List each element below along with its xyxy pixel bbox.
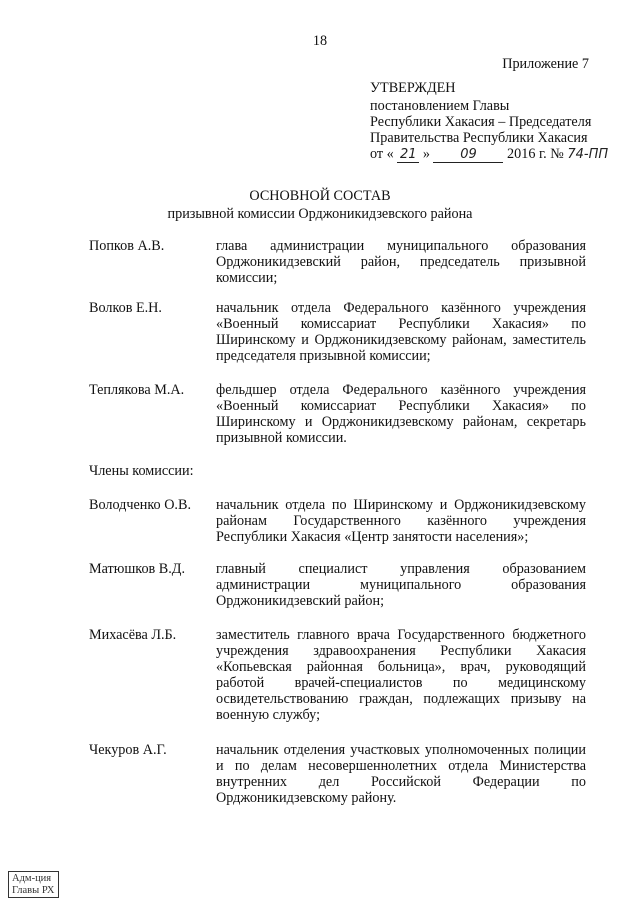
- date-prefix: от «: [370, 146, 394, 162]
- member-role: главный специалист управления образованием администрации муниципального образования Орджоникидзевский район;: [216, 561, 586, 609]
- member-role: начальник отделения участковых уполномоченных полиции и по делам несовершеннолетних отдела Министерства внутренних дел Российской Федерации по Орджоникидзевскому району.: [216, 742, 586, 806]
- members-label: Члены комиссии:: [89, 463, 194, 479]
- resolution-number: 74-ПП: [567, 147, 609, 162]
- approval-block: [370, 80, 630, 163]
- date-year: 2016 г. №: [507, 146, 564, 162]
- member-role: начальник отдела Федерального казённого учреждения «Военный комиссариат Республики Хакасия» по Ширинскому и Орджоникидзевскому районам, заместитель председателя призывной комиссии;: [216, 300, 586, 364]
- stamp-line-2: Главы РХ: [12, 885, 55, 896]
- date-mid: »: [422, 146, 430, 162]
- page-number: 18: [312, 33, 328, 49]
- member-name: Попков А.В.: [89, 238, 165, 254]
- member-role: начальник отдела по Ширинскому и Орджоникидзевскому районам Государственного казённого учреждения Республики Хакасия «Центр занятости населения»;: [216, 497, 586, 545]
- appendix-label: Приложение 7: [502, 56, 589, 72]
- approval-date-line: [370, 146, 630, 163]
- stamp-line-1: Адм-ция: [12, 873, 52, 884]
- approval-line-1: постановлением Главы: [370, 98, 510, 114]
- date-day: 21: [397, 148, 419, 163]
- member-name: Володченко О.В.: [89, 497, 191, 513]
- registration-stamp: [8, 871, 59, 898]
- member-name: Теплякова М.А.: [89, 382, 185, 398]
- member-name: Михасёва Л.Б.: [89, 627, 177, 643]
- document-title: ОСНОВНОЙ СОСТАВ: [249, 188, 391, 204]
- date-month: 09: [433, 148, 503, 163]
- approval-heading: УТВЕРЖДЕН: [370, 80, 456, 96]
- member-role: фельдшер отдела Федерального казённого учреждения «Военный комиссариат Республики Хакасия» по Ширинскому и Орджоникидзевскому районам, секретарь призывной комиссии.: [216, 382, 586, 446]
- document-subtitle: призывной комиссии Орджоникидзевского района: [167, 206, 473, 222]
- approval-line-2: Республики Хакасия – Председателя: [370, 114, 592, 130]
- member-name: Матюшков В.Д.: [89, 561, 186, 577]
- member-role: заместитель главного врача Государственного бюджетного учреждения здравоохранения Республики Хакасия «Копьевская районная больница», врач, руководящий работой врачей-специалистов по медицинскому освидетельствованию граждан, подлежащих призыву на военную службу;: [216, 627, 586, 723]
- member-name: Чекуров А.Г.: [89, 742, 167, 758]
- member-role: глава администрации муниципального образования Орджоникидзевский район, председатель призывной комиссии;: [216, 238, 586, 286]
- approval-line-3: Правительства Республики Хакасия: [370, 130, 588, 146]
- member-name: Волков Е.Н.: [89, 300, 162, 316]
